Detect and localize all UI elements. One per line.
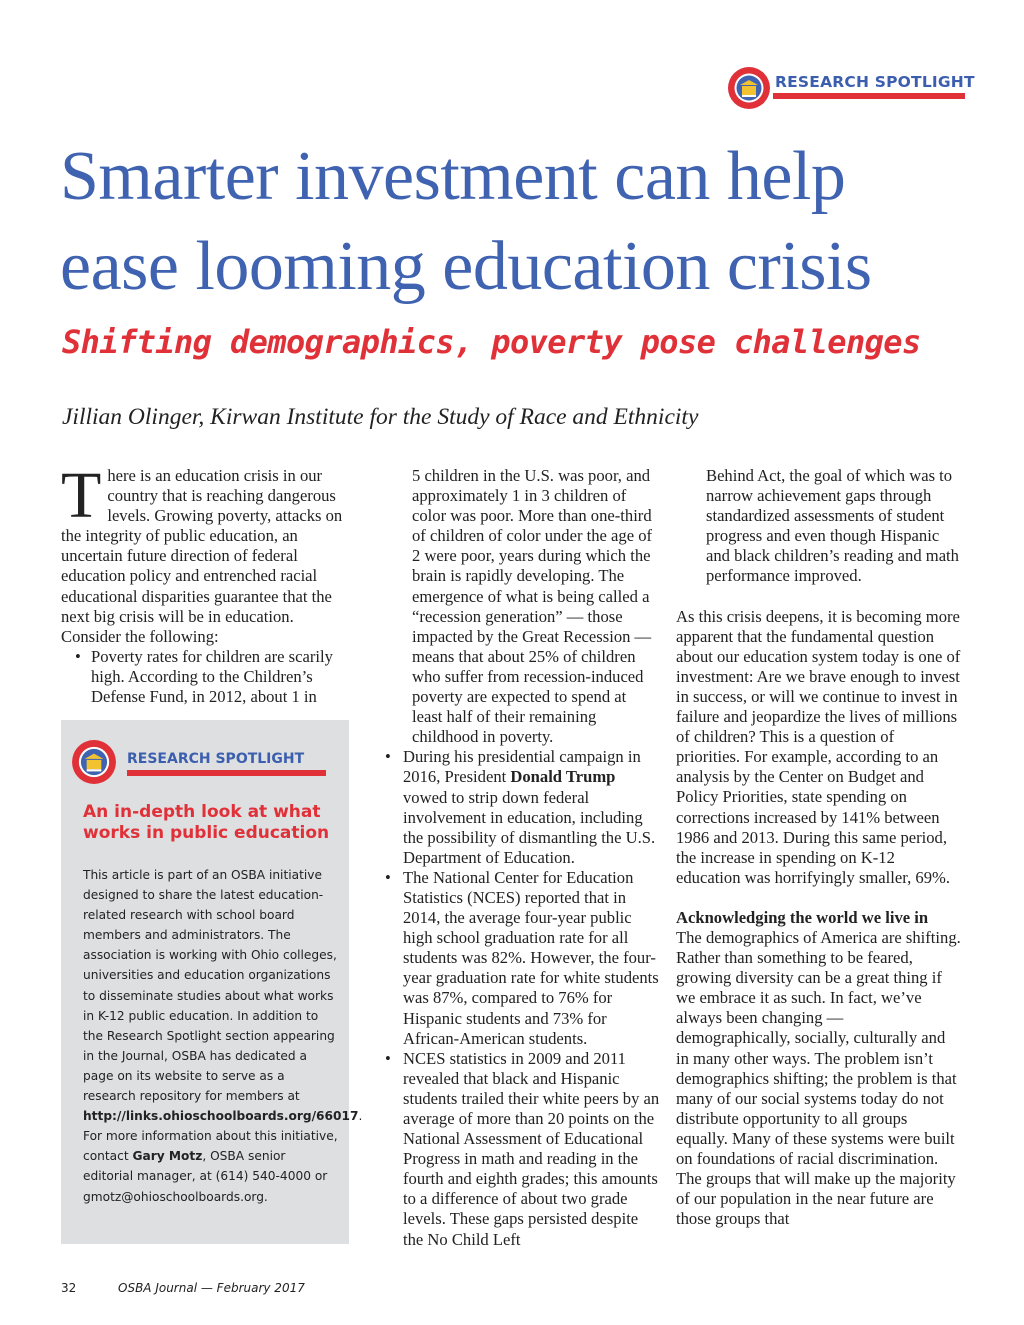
facts-list-continued	[382, 747, 660, 1249]
list-item: • During his presidential campaign in 2016, President Donald Trump vowed to strip down federal involvement in education, including the possibility of dismantling the U.S. Department of Education.	[382, 747, 660, 868]
sidebar-badge-underline	[127, 770, 326, 776]
article-subtitle: Shifting demographics, poverty pose challenges	[62, 323, 921, 361]
list-item-continued: Behind Act, the goal of which was to narrow achievement gaps through standardized assessments of student progress and even though Hispanic and black children’s reading and math performance improved.	[706, 466, 959, 586]
badge-label: RESEARCH SPOTLIGHT	[775, 73, 975, 91]
page-footer	[61, 1281, 305, 1295]
research-spotlight-badge	[727, 66, 975, 108]
list-item: • The National Center for Education Statistics (NCES) reported that in 2014, the average four-year public high school graduation rate for all students was 82%. However, the four-year graduation rate for white students was 87%, compared to 76% for Hispanic students and 73% for African-American students.	[382, 868, 660, 1049]
osba-seal-icon	[727, 66, 771, 110]
drop-cap: T	[61, 459, 102, 532]
body-paragraph: The demographics of America are shifting. Rather than something to be feared, growing diversity can be a great thing if we embrace it as such. In fact, we’ve always been changing — demographically, socially, culturally and in many other ways. The problem isn’t demographics shifting; the problem is that many of our social systems today do not distribute opportunity to all groups equally. Many of these systems were built on foundations of racial discrimination. The groups that will make up the majority of our population in the near future are those groups that	[676, 927, 961, 1229]
body-paragraph: As this crisis deepens, it is becoming more apparent that the fundamental question about our education system today is one of investment: Are we brave enough to invest in success, or will we continue to invest in failure and jeopardize the lives of millions of children? This is a question of priorities. For example, according to an analysis by the Center on Budget and Policy Priorities, state spending on corrections increased by 141% between 1986 and 2013. During this same period, the increase in spending on K-12 education was horrifyingly smaller, 69%.	[676, 606, 961, 887]
osba-seal-icon	[71, 739, 117, 785]
research-spotlight-sidebar	[61, 720, 363, 1244]
sidebar-body: This article is part of an OSBA initiative designed to share the latest education-related research with school board members and administrators. The association is working with Ohio colleges, universities and education organizations to disseminate studies about what works in K-12 public education. In addition to the Research Spotlight section appearing in the Journal, OSBA has dedicated a page on its website to serve as a research repository for members at http://links.ohioschoolboards.org/66017. For more information about this initiative, contact Gary Motz, OSBA senior editorial manager, at (614) 540-4000 or gmotz@ohioschoolboards.org.	[83, 868, 363, 1204]
article-byline: Jillian Olinger, Kirwan Institute for the Study of Race and Ethnicity	[62, 404, 699, 430]
page-number: 32	[61, 1281, 77, 1295]
section-subheading: Acknowledging the world we live in	[676, 907, 929, 927]
article-column-1	[61, 459, 351, 707]
article-column-3	[676, 466, 961, 1229]
sidebar-heading: An in-depth look at what works in public education	[83, 802, 330, 843]
sidebar-badge	[71, 739, 331, 785]
intro-paragraph: There is an education crisis in our country that is reaching dangerous levels. Growing poverty, attacks on the integrity of public education, an uncertain future direction of federal education policy and entrenched racial educational disparities guarantee that the next big crisis will be in education. Consider the following:	[61, 459, 343, 646]
sidebar-badge-label: RESEARCH SPOTLIGHT	[127, 751, 305, 767]
publication-info: OSBA Journal — February 2017	[118, 1281, 305, 1295]
list-item-continued: 5 children in the U.S. was poor, and approximately 1 in 3 children of color was poor. More than one-third of children of color under the age of 2 were poor, years during which the brain is rapidly developing. The emergence of what is being called a “recession generation” — those impacted by the Great Recession — means that about 25% of children who suffer from recession-induced poverty are expected to spend at least half of their remaining childhood in poverty.	[412, 466, 653, 747]
research-link[interactable]: http://links.ohioschoolboards.org/66017	[83, 1109, 359, 1124]
list-item: • NCES statistics in 2009 and 2011 revealed that black and Hispanic students trailed their white peers by an average of more than 20 points on the National Assessment of Educational Progress in math and reading in the fourth and eighth grades; this amounts to a difference of about two grade levels. These gaps persisted despite the No Child Left	[382, 1049, 660, 1250]
facts-list	[61, 647, 351, 707]
article-title: Smarter investment can help ease looming education crisis	[60, 138, 872, 305]
badge-underline	[773, 93, 965, 99]
list-item: • Poverty rates for children are scarily high. According to the Children’s Defense Fund, in 2012, about 1 in	[61, 647, 351, 707]
person-name: Donald Trump	[510, 767, 616, 787]
article-column-2	[382, 466, 660, 1250]
contact-name: Gary Motz	[132, 1149, 203, 1164]
